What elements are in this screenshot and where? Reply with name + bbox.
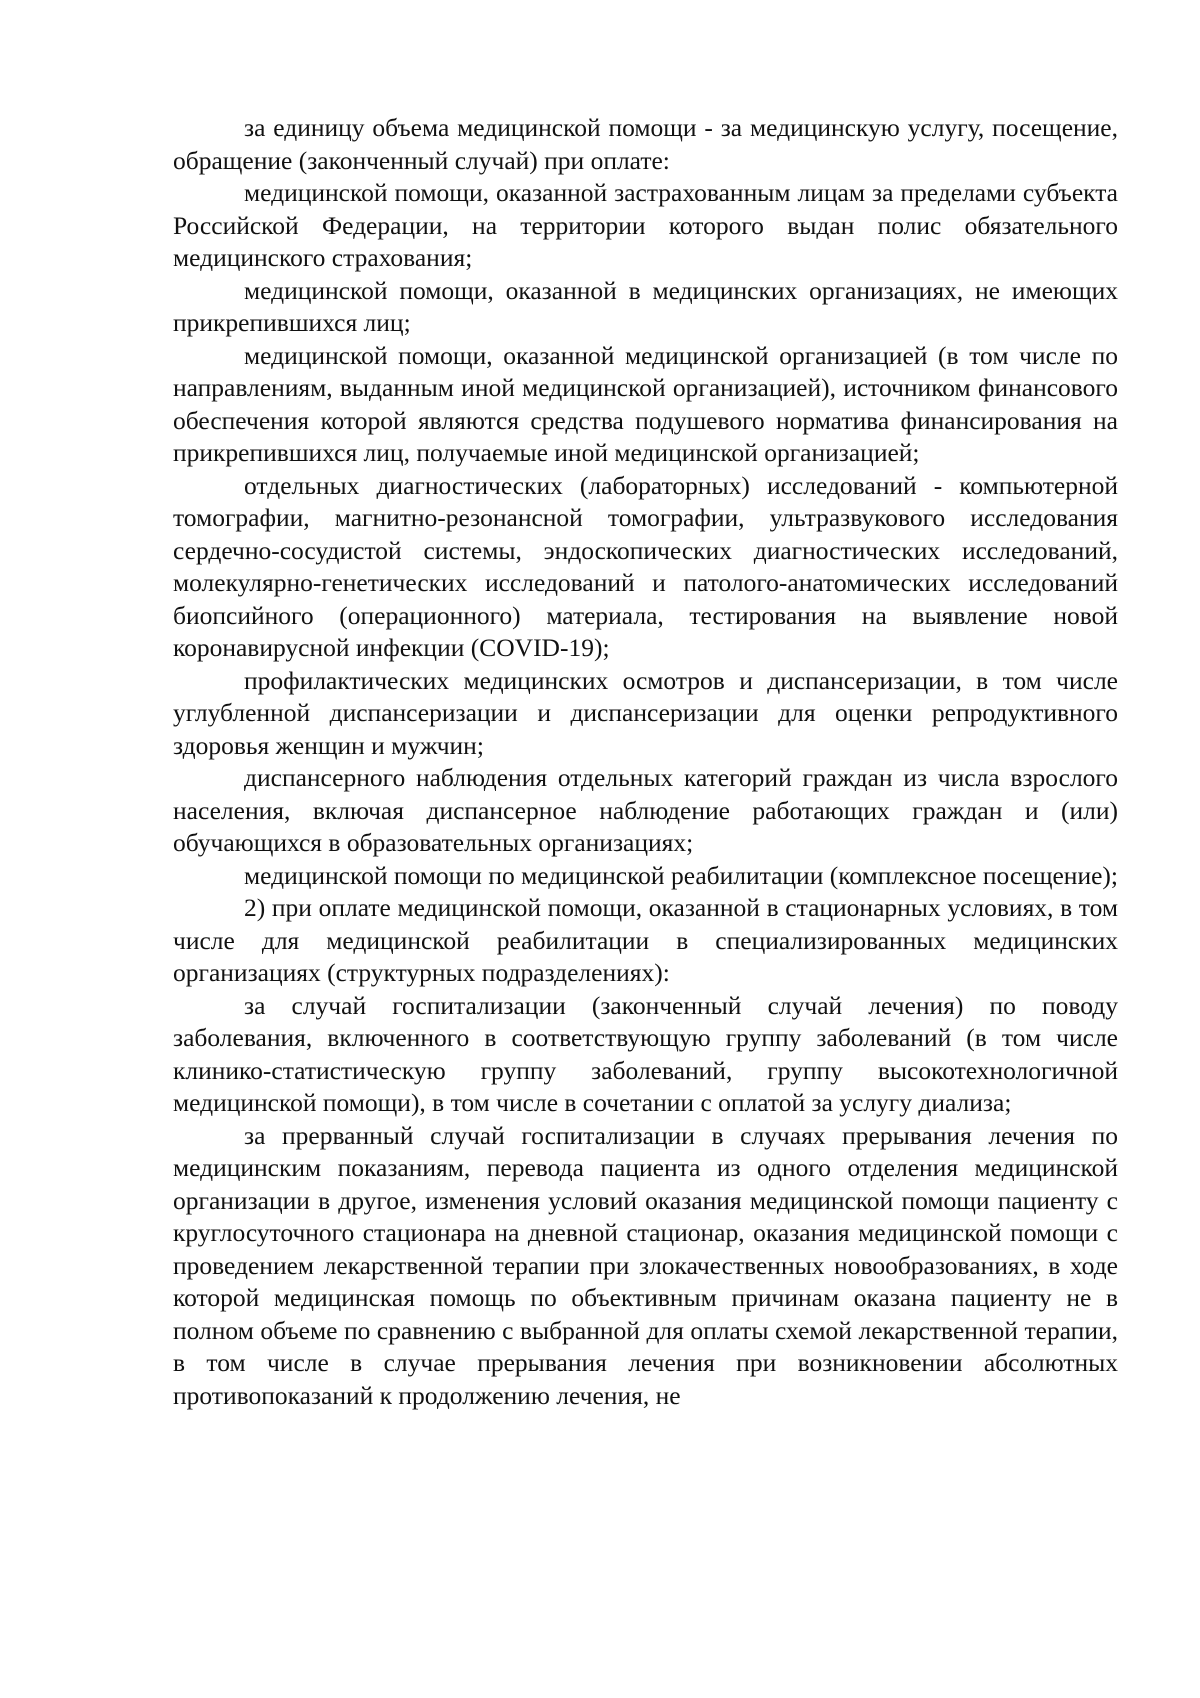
paragraph-interrupted-case: за прерванный случай госпитализации в случаях прерывания лечения по медицинским показаниям, перевода пациента из одного отделения медицинской организации в другое, изменения условий оказания медицинской помощи пациенту с круглосуточного стационара на дневной стационар, оказания медицинской помощи с проведением лекарственной терапии при злокачественных новообразованиях, в ходе которой медицинская помощь по объективным причинам оказана пациенту не в полном объеме по сравнению с выбранной для оплаты схемой лекарственной терапии, в том числе в случае прерывания лечения при возникновении абсолютных противопоказаний к продолжению лечения, не — [173, 1120, 1118, 1410]
paragraph-per-capita-standard: медицинской помощи, оказанной медицинской организацией (в том числе по направлениям, выданным иной медицинской организацией), источником финансового обеспечения которой являются средства подушевого норматива финансирования на прикрепившихся лиц, получаемые иной медицинской организацией; — [173, 340, 1118, 467]
paragraph-outside-subject: медицинской помощи, оказанной застрахованным лицам за пределами субъекта Российской Федерации, на территории которого выдан полис обязательного медицинского страхования; — [173, 178, 1118, 272]
paragraph-rehabilitation: медицинской помощи по медицинской реабилитации (комплексное посещение); — [244, 860, 1118, 890]
paragraph-unit-of-volume: за единицу объема медицинской помощи - за медицинскую услугу, посещение, обращение (законченный случай) при оплате: — [173, 113, 1118, 175]
paragraph-dispensary-observation: диспансерного наблюдения отдельных категорий граждан из числа взрослого населения, включая диспансерное наблюдение работающих граждан и (или) обучающихся в образовательных организациях; — [173, 763, 1118, 857]
document-page — [173, 112, 1118, 1412]
paragraph-diagnostic-studies: отдельных диагностических (лабораторных) исследований - компьютерной томографии, магнитно-резонансной томографии, ультразвукового исследования сердечно-сосудистой системы, эндоскопических диагностических исследований, молекулярно-генетических исследований и патолого-анатомических исследований биопсийного (операционного) материала, тестирования на выявление новой коронавирусной инфекции (COVID-19); — [173, 470, 1118, 662]
paragraph-no-attached-persons: медицинской помощи, оказанной в медицинских организациях, не имеющих прикрепившихся лиц; — [173, 275, 1118, 337]
paragraph-preventive-exams: профилактических медицинских осмотров и диспансеризации, в том числе углубленной диспансеризации и диспансеризации для оценки репродуктивного здоровья женщин и мужчин; — [173, 665, 1118, 760]
paragraph-hospitalization-case: за случай госпитализации (законченный случай лечения) по поводу заболевания, включенного в соответствующую группу заболеваний (в том числе клинико-статистическую группу заболеваний, группу высокотехнологичной медицинской помощи), в том числе в сочетании с оплатой за услугу диализа; — [173, 990, 1118, 1117]
paragraph-inpatient-payment: 2) при оплате медицинской помощи, оказанной в стационарных условиях, в том числе для медицинской реабилитации в специализированных медицинских организациях (структурных подразделениях): — [173, 893, 1118, 987]
